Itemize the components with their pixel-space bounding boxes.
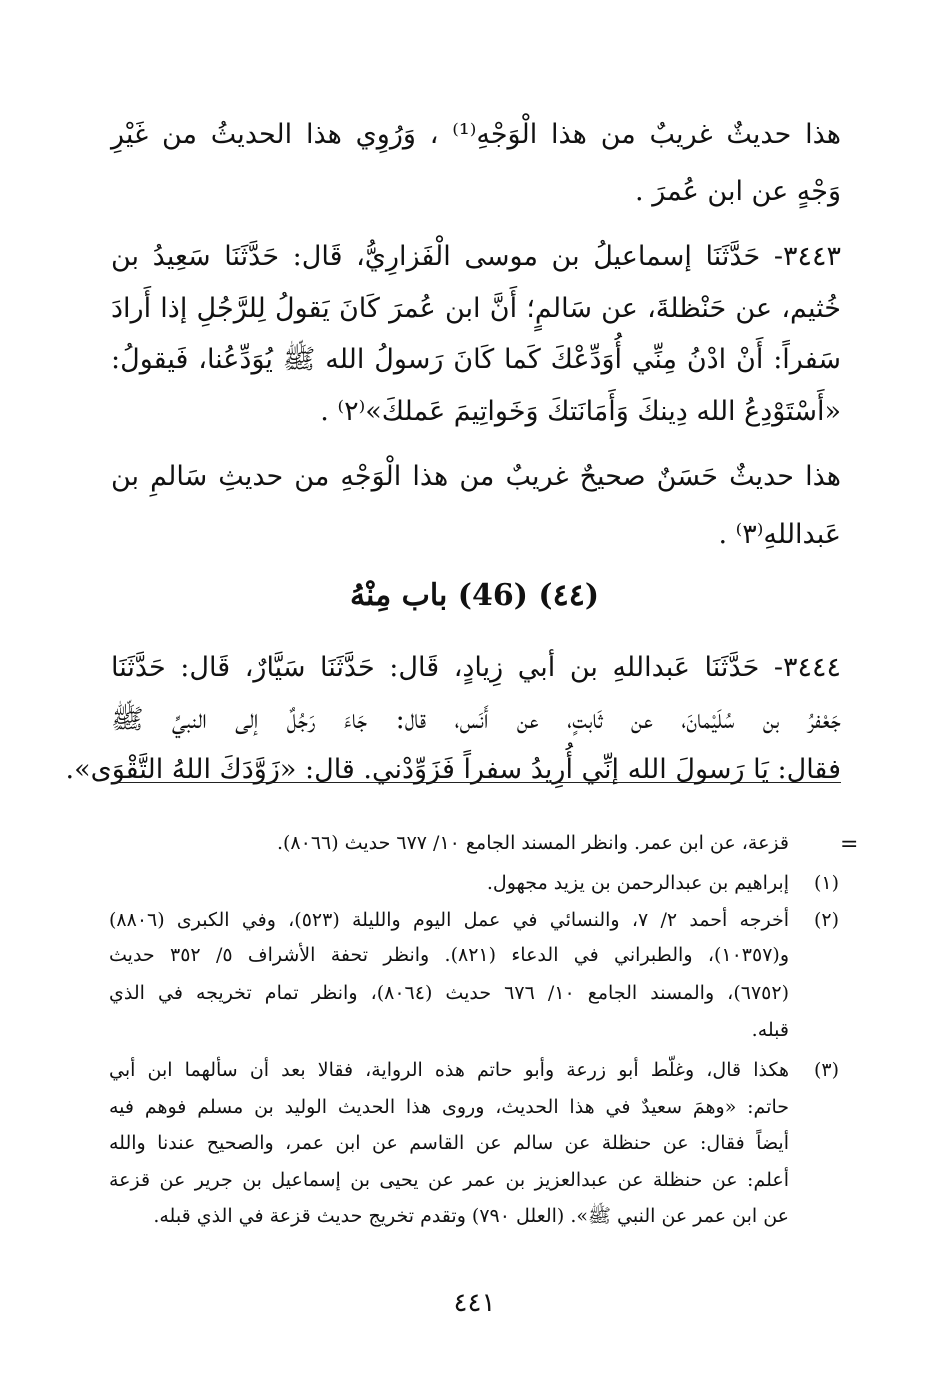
body-line: «أَسْتَوْدِعُ الله دِينكَ وَأَمَانَتكَ وَخَواتِيمَ عَملكَ»⁽٢⁾ . <box>320 396 841 427</box>
footnote-line: عن ابن عمر عن النبي ﷺ». (العلل ٧٩٠) وتقدم تخريج حديث قزعة في الذي قبله. <box>153 1205 789 1227</box>
body-line: هذا حديثٌ حَسَنٌ صحيحٌ غريبٌ من هذا الْوَجْهِ من حديثِ سَالمِ بن <box>111 461 841 492</box>
body-line: ٣٤٤٤- حَدَّثَنَا عَبداللهِ بن أبي زِيادٍ، قَال: حَدَّثَنَا سَيَّارٌ، قَال: حَدَّثَنَا <box>111 652 841 683</box>
footnote-line: قبله. <box>751 1019 789 1041</box>
body-line: هذا حديثٌ غريبٌ من هذا الْوَجْهِ⁽¹⁾ ، وَرُوِي هذا الحديثُ من غَيْرِ <box>111 119 841 150</box>
footnote-number: (٣) <box>813 1059 839 1081</box>
footnote-line: حاتم: «وهمَ سعيدٌ في هذا الحديث، وروى هذا الحديث الوليد بن مسلم فوهم فيه <box>109 1096 789 1118</box>
footnote-continuation-marker: = <box>840 832 859 857</box>
footnote-line: أيضاً فقال: عن حنظلة عن سالم عن القاسم عن ابن عمر، والصحيح عندنا والله <box>109 1132 789 1154</box>
footnote-line: أخرجه أحمد ٢/ ٧، والنسائي في عمل اليوم والليلة (٥٢٣)، وفي الكبرى (٨٨٠٦) <box>109 909 789 931</box>
footnote-number: (١) <box>813 872 839 894</box>
footnote-line: و(١٠٣٥٧)، والطبراني في الدعاء (٨٢١). وانظر تحفة الأشراف ٥/ ٣٥٢ حديث <box>109 944 789 966</box>
body-line: سَفراً: أَنْ ادْنُ مِنِّي أُوَدِّعْكَ كَما كَانَ رَسولُ الله ﷺ يُوَدِّعُنا، فَيقولُ: <box>111 344 841 375</box>
body-line: عَبداللهِ⁽٣⁾ . <box>718 519 841 550</box>
footnote-separator <box>111 782 841 783</box>
body-line: وَجْهٍ عن ابن عُمرَ . <box>635 176 841 207</box>
body-line: جَعْفرُ بن سُلَيْمانَ، عن ثَابتٍ، عن أَنَس، قال: جَاءَ رَجُلٌ إلى النبيِّ ﷺ <box>111 704 841 735</box>
body-line: ٣٤٤٣- حَدَّثَنَا إسماعيلُ بن موسى الْفَزارِيُّ، قَال: حَدَّثَنَا سَعِيدُ بن <box>111 241 841 272</box>
footnote-line: أعلم: عن حنظلة عن عبدالعزيز بن عمر عن يحيى بن إسماعيل بن جرير عن قزعة <box>109 1169 789 1191</box>
footnote-number: (٢) <box>813 909 839 931</box>
footnote-line: هكذا قال، وغلّط أبو زرعة وأبو حاتم هذه الرواية، فقالا بعد أن سألهما ابن أبي <box>109 1059 789 1081</box>
page-number: ٤٤١ <box>453 1288 496 1318</box>
body-line: فقال: يَا رَسولَ الله إنِّي أُرِيدُ سفراً فَزَوِّدْني. قال: «زَوَّدَكَ اللهُ التَّقْوَى». <box>65 754 841 785</box>
footnote-continuation: قزعة، عن ابن عمر. وانظر المسند الجامع ١٠/ ٦٧٧ حديث (٨٠٦٦). <box>276 832 789 854</box>
footnote-line: (٦٧٥٢)، والمسند الجامع ١٠/ ٦٧٦ حديث (٨٠٦٤)، وانظر تمام تخريجه في الذي <box>109 982 789 1004</box>
footnote-line: إبراهيم بن عبدالرحمن بن يزيد مجهول. <box>486 872 789 894</box>
body-line: خُثيم، عن حَنْظلةَ، عن سَالمٍ؛ أَنَّ ابن عُمرَ كَانَ يَقولُ لِلرَّجُلِ إذا أَرادَ <box>111 293 841 324</box>
section-heading: (٤٤) (46) باب مِنْهُ <box>349 578 600 613</box>
